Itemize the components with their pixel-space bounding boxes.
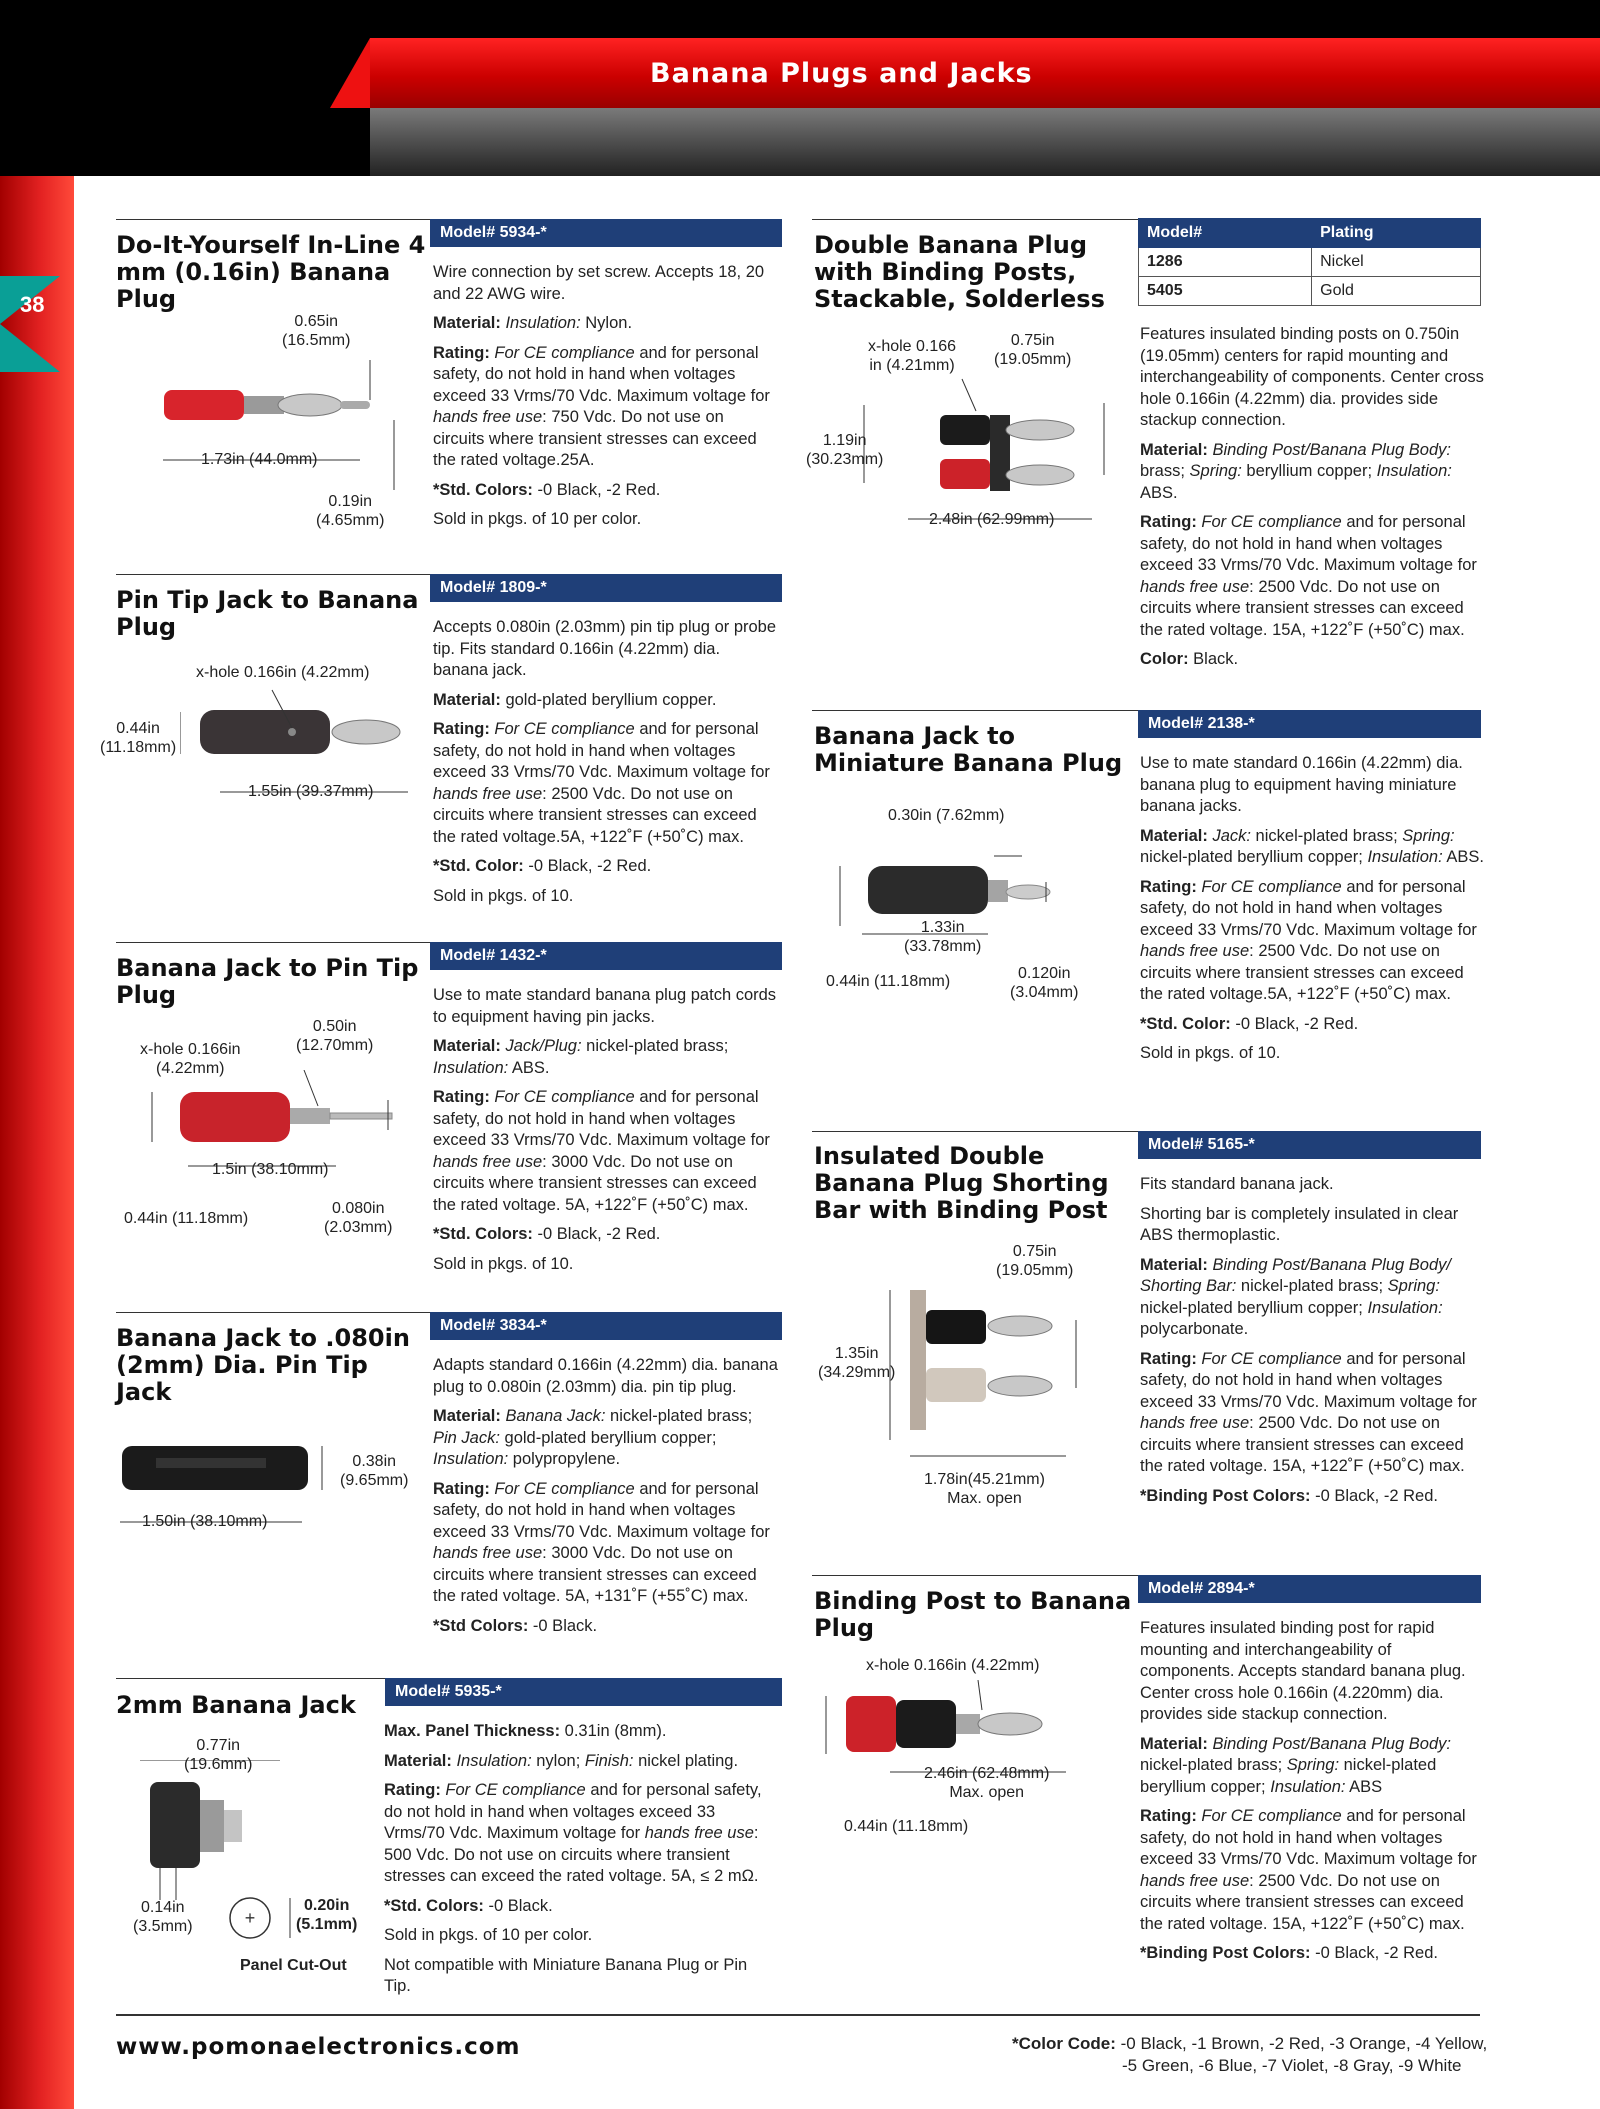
rating-text: and for personal safety, do not hold in hand when voltages exceed 33 Vrms/70 Vdc. Maximum voltage for [1140, 877, 1477, 939]
page-number-tab [0, 276, 60, 372]
material-text: gold-plated beryllium copper. [500, 690, 717, 709]
colors-text: -0 Black. [528, 1616, 598, 1635]
material-part: Banana Jack: [505, 1407, 606, 1425]
rating-text-2: : 500 Vdc. Do not use on circuits where transient stresses can exceed the rated voltage. 5A, ≤ 2 mΩ. [384, 1824, 759, 1885]
colors-label: *Std Colors: [433, 1616, 529, 1635]
rating-label: Rating: [1140, 877, 1197, 896]
dimension-label: 0.44in (11.18mm) [844, 1818, 969, 1835]
rating-label: Rating: [1140, 513, 1197, 531]
table-cell: Gold [1312, 277, 1481, 306]
material-text: polypropylene. [508, 1450, 621, 1468]
dimension-label: 0.120in (3.04mm) [1010, 965, 1079, 1001]
section-rule [812, 1575, 1138, 1576]
desc-text: Adapts standard 0.166in (4.22mm) dia. banana plug to 0.080in (2.03mm) dia. pin tip plug. [433, 1356, 778, 1396]
dimension-label: 1.50in (38.10mm) [142, 1513, 268, 1530]
rating-hands-free: hands free use [433, 784, 543, 803]
color-code-label: *Color Code: [1012, 2034, 1116, 2053]
product-description-3834 [433, 1355, 778, 1645]
product-description-1809 [433, 617, 778, 915]
product-description-5165 [1140, 1174, 1485, 1515]
rating-text: and for personal safety, do not hold in hand when voltages exceed 33 Vrms/70 Vdc. Maximum voltage for [433, 720, 770, 781]
footer-rule [116, 2014, 1480, 2016]
product-title-1809: Pin Tip Jack to Banana Plug [116, 586, 419, 641]
dimension-label: 0.19in (4.65mm) [316, 493, 385, 529]
material-part: Insulation: [505, 314, 581, 332]
compatibility-note: Not compatible with Miniature Banana Plug or Pin Tip. [384, 1955, 748, 1995]
rating-text: and for personal safety, do not hold in hand when voltages exceed 33 Vrms/70 Vdc. Maximum voltage for [384, 1781, 762, 1842]
page-number: 38 [20, 292, 45, 317]
material-label: Material: [1140, 826, 1208, 845]
rating-label: Rating: [433, 720, 490, 738]
rating-text: and for personal safety, do not hold in hand when voltages exceed 33 Vrms/70 Vdc. Maximum voltage for [433, 343, 770, 405]
material-part: Insulation: [433, 1450, 509, 1468]
dimension-label: 1.55in (39.37mm) [248, 783, 374, 800]
color-code-line: -5 Green, -6 Blue, -7 Violet, -8 Gray, -9 White [1122, 2056, 1462, 2075]
dimension-label: 0.14in (3.5mm) [133, 1899, 193, 1935]
colors-label: *Binding Post Colors: [1140, 1486, 1311, 1505]
rating-ce: For CE compliance [494, 343, 635, 362]
material-label: Material: [1140, 1255, 1208, 1274]
product-title-1286: Double Banana Plug with Binding Posts, Stackable, Solderless [814, 231, 1105, 313]
material-part: Insulation: [1367, 1298, 1443, 1317]
material-part: Spring: [1286, 1756, 1340, 1774]
desc-text: Wire connection by set screw. Accepts 18, 20 and 22 AWG wire. [433, 263, 765, 303]
dimension-label: x-hole 0.166 in (4.21mm) [868, 338, 957, 374]
rating-label: Rating: [433, 1479, 490, 1498]
table-cell: Nickel [1312, 248, 1481, 277]
material-part: Jack: [1212, 826, 1251, 845]
rating-hands-free: hands free use [1140, 577, 1250, 596]
material-part: Insulation: [433, 1058, 509, 1077]
material-part: Insulation: [1376, 462, 1452, 480]
model-bar-5935: Model# 5935-* [385, 1678, 782, 1706]
dimension-label: 0.75in (19.05mm) [996, 1243, 1074, 1279]
page-title: Banana Plugs and Jacks [650, 58, 1033, 89]
dimension-label: 0.30in (7.62mm) [888, 807, 1005, 824]
product-title-5935: 2mm Banana Jack [116, 1691, 356, 1719]
rating-ce: For CE compliance [1201, 877, 1342, 896]
colors-label: *Std. Colors: [433, 1225, 533, 1243]
colors-text: -0 Black. [483, 1896, 553, 1915]
material-label: Material: [1140, 1734, 1208, 1753]
material-text: polycarbonate. [1140, 1320, 1249, 1338]
color-code-line: -0 Black, -1 Brown, -2 Red, -3 Orange, -4 Yellow, [1115, 2034, 1488, 2053]
header-shade [370, 108, 1600, 176]
model-bar-1432: Model# 1432-* [430, 942, 782, 970]
product-title-1432: Banana Jack to Pin Tip Plug [116, 954, 419, 1009]
material-text: nickel plating. [633, 1751, 739, 1770]
material-text: gold-plated beryllium copper; [499, 1428, 717, 1447]
dimension-label: 1.35in (34.29mm) [818, 1345, 896, 1381]
desc-text: Features insulated binding post for rapid mounting and interchangeability of components. Accepts standard banana plug. Center cross hole 0.166in (4.220mm) dia. provides side stackup connection. [1140, 1619, 1466, 1723]
table-cell: 5405 [1139, 277, 1312, 306]
dimension-label: 0.20in (5.1mm) [296, 1897, 358, 1933]
material-text: nickel-plated brass; [1140, 1756, 1287, 1774]
rating-hands-free: hands free use [433, 408, 543, 426]
material-label: Material: [433, 1037, 501, 1055]
rating-text-2: : 2500 Vdc. Do not use on circuits where transient stresses can exceed the rated voltage. 15A, +122˚F (+50˚C) max. [1140, 1414, 1465, 1475]
thickness-label: Max. Panel Thickness: [384, 1722, 561, 1740]
model-bar-2894: Model# 2894-* [1138, 1575, 1481, 1603]
material-label: Material: [384, 1751, 452, 1770]
material-part: Jack/Plug: [505, 1037, 582, 1055]
colors-text: -0 Black, -2 Red. [1230, 1014, 1359, 1033]
rating-ce: For CE compliance [1201, 513, 1342, 531]
dimension-label: 0.080in (2.03mm) [324, 1200, 393, 1236]
colors-text: -0 Black, -2 Red. [523, 857, 652, 875]
section-rule [116, 942, 430, 943]
rating-text-2: : 2500 Vdc. Do not use on circuits where transient stresses can exceed the rated voltage.5A, +122˚F (+50˚C) max. [1140, 942, 1464, 1003]
desc-text: Accepts 0.080in (2.03mm) pin tip plug or probe tip. Fits standard 0.166in (4.22mm) dia. banana jack. [433, 618, 777, 679]
model-bar-1809: Model# 1809-* [430, 574, 782, 602]
section-rule [812, 710, 1138, 711]
product-title-3834: Banana Jack to .080in (2mm) Dia. Pin Tip Jack [116, 1324, 410, 1406]
product-title-2138: Banana Jack to Miniature Banana Plug [814, 722, 1123, 777]
rating-label: Rating: [1140, 1349, 1197, 1368]
package-info: Sold in pkgs. of 10. [433, 1254, 574, 1273]
rating-ce: For CE compliance [1201, 1807, 1342, 1825]
banana-jack-drawing-1432 [140, 1070, 410, 1200]
package-info: Sold in pkgs. of 10. [433, 886, 574, 905]
colors-text: -0 Black, -2 Red. [1310, 1944, 1438, 1962]
shorting-bar-drawing-5165 [880, 1290, 1120, 1480]
desc-text: Shorting bar is completely insulated in clear ABS thermoplastic. [1140, 1204, 1459, 1244]
material-part: Spring: [1189, 462, 1242, 480]
dimension-label: 0.38in (9.65mm) [340, 1453, 409, 1489]
material-part: Spring: [1387, 1277, 1440, 1295]
rating-label: Rating: [433, 1088, 490, 1106]
colors-text: -0 Black, -2 Red. [1310, 1486, 1438, 1505]
material-text: brass; [1140, 462, 1190, 480]
model-bar-2138: Model# 2138-* [1138, 710, 1481, 738]
section-rule [812, 219, 1138, 220]
dimension-label: x-hole 0.166in (4.22mm) [866, 1657, 1040, 1674]
package-info: Sold in pkgs. of 10 per color. [384, 1926, 593, 1944]
dimension-label: 0.50in (12.70mm) [296, 1018, 374, 1054]
rating-label: Rating: [1140, 1807, 1197, 1825]
product-title-5165: Insulated Double Banana Plug Shorting Bar with Binding Post [814, 1142, 1109, 1224]
material-part: Finish: [584, 1751, 634, 1770]
table-row [1139, 277, 1481, 306]
table-header: Model# [1139, 219, 1312, 248]
material-text: ABS. [1140, 483, 1178, 502]
material-part: Binding Post/Banana Plug Body: [1212, 1734, 1451, 1753]
colors-label: *Std. Color: [1140, 1014, 1231, 1033]
desc-text: Use to mate standard 0.166in (4.22mm) dia. banana plug to equipment having miniature banana jacks. [1140, 754, 1463, 815]
section-rule [116, 219, 430, 220]
rating-text: and for personal safety, do not hold in hand when voltages exceed 33 Vrms/70 Vdc. Maximum voltage for [1140, 1349, 1477, 1411]
model-bar-5165: Model# 5165-* [1138, 1131, 1481, 1159]
material-part: Binding Post/Banana Plug Body/ Shorting Bar: [1140, 1255, 1451, 1295]
banana-plug-drawing-5934 [150, 360, 410, 500]
material-text: beryllium copper; [1241, 462, 1377, 480]
model-bar-5934: Model# 5934-* [430, 219, 782, 247]
material-text: nylon; [531, 1751, 585, 1770]
material-text: nickel-plated brass; [1236, 1277, 1388, 1295]
rating-text-2: : 3000 Vdc. Do not use on circuits where transient stresses can exceed the rated voltage. 5A, +122˚F (+50˚C) max. [433, 1152, 757, 1214]
material-part: Insulation: [456, 1751, 532, 1770]
colors-label: *Std. Colors: [384, 1896, 484, 1915]
colors-text: -0 Black, -2 Red. [532, 1225, 661, 1243]
rating-text-2: : 750 Vdc. Do not use on circuits where transient stresses can exceed the rated voltage.25A. [433, 408, 757, 469]
material-text: Nylon. [580, 314, 633, 332]
left-edge-bar [0, 176, 74, 2109]
material-part: Insulation: [1270, 1777, 1346, 1796]
plating-table [1138, 218, 1481, 306]
product-description-1286 [1140, 324, 1485, 679]
desc-text: Fits standard banana jack. [1140, 1175, 1334, 1193]
model-bar-3834: Model# 3834-* [430, 1312, 782, 1340]
material-text: ABS. [508, 1058, 550, 1077]
rating-text: and for personal safety, do not hold in hand when voltages exceed 33 Vrms/70 Vdc. Maximum voltage for [433, 1479, 770, 1541]
table-header: Plating [1312, 219, 1481, 248]
rating-label: Rating: [384, 1781, 441, 1799]
material-text: nickel-plated beryllium copper; [1140, 848, 1368, 866]
dimension-label: 1.73in (44.0mm) [201, 451, 318, 468]
colors-label: *Std. Colors: [433, 480, 533, 499]
rating-text: and for personal safety, do not hold in hand when voltages exceed 33 Vrms/70 Vdc. Maximum voltage for [1140, 1807, 1477, 1868]
material-text: nickel-plated brass; [1250, 826, 1403, 845]
product-description-2138 [1140, 753, 1485, 1073]
rating-ce: For CE compliance [494, 720, 635, 738]
material-text: ABS. [1442, 848, 1484, 866]
thickness-text: 0.31in (8mm). [560, 1722, 667, 1740]
dimension-label: x-hole 0.166in (4.22mm) [196, 664, 370, 681]
product-description-5935 [384, 1721, 764, 2006]
material-part: Spring: [1402, 826, 1455, 845]
rating-text-2: : 2500 Vdc. Do not use on circuits where transient stresses can exceed the rated voltage. 15A, +122˚F (+50˚C) max. [1140, 577, 1465, 639]
product-description-1432 [433, 985, 778, 1283]
material-label: Material: [433, 1407, 501, 1425]
rating-text: and for personal safety, do not hold in hand when voltages exceed 33 Vrms/70 Vdc. Maximum voltage for [1140, 513, 1477, 574]
dimension-label: 1.33in (33.78mm) [904, 919, 982, 955]
dimension-label: 1.5in (38.10mm) [212, 1161, 329, 1178]
product-title-5934: Do-It-Yourself In-Line 4 mm (0.16in) Banana Plug [116, 231, 426, 313]
dimension-label: 0.77in (19.6mm) [184, 1737, 253, 1773]
website-url[interactable]: www.pomonaelectronics.com [116, 2034, 521, 2060]
material-label: Material: [433, 314, 501, 332]
rating-hands-free: hands free use [1140, 1414, 1250, 1432]
material-part: Binding Post/Banana Plug Body: [1212, 440, 1451, 459]
section-rule [116, 1678, 386, 1679]
section-rule [116, 574, 430, 575]
colors-text: -0 Black, -2 Red. [532, 480, 661, 499]
material-part: Insulation: [1367, 848, 1443, 866]
material-text: nickel-plated beryllium copper; [1140, 1298, 1368, 1317]
rating-hands-free: hands free use [433, 1152, 543, 1171]
rating-ce: For CE compliance [445, 1781, 586, 1799]
dimension-label: 0.44in (11.18mm) [124, 1210, 249, 1227]
dimension-label: x-hole 0.166in (4.22mm) [140, 1041, 241, 1077]
package-info: Sold in pkgs. of 10 per color. [433, 510, 642, 528]
material-text: nickel-plated brass; [581, 1037, 729, 1055]
product-description-2894 [1140, 1618, 1485, 1973]
material-text: nickel-plated brass; [605, 1407, 753, 1425]
dimension-label: 0.44in (11.18mm) [100, 720, 177, 756]
rating-hands-free: hands free use [1140, 942, 1250, 960]
desc-text: Use to mate standard banana plug patch cords to equipment having pin jacks. [433, 986, 777, 1026]
panel-cutout-label: Panel Cut-Out [240, 1957, 347, 1974]
dimension-label: 0.44in (11.18mm) [826, 973, 951, 990]
section-rule [812, 1131, 1138, 1132]
product-description-5934 [433, 262, 778, 539]
rating-ce: For CE compliance [494, 1479, 635, 1498]
color-text: Black. [1188, 650, 1239, 668]
rating-hands-free: hands free use [644, 1824, 754, 1842]
table-row [1139, 248, 1481, 277]
package-info: Sold in pkgs. of 10. [1140, 1044, 1281, 1062]
section-rule [116, 1312, 430, 1313]
color-label: Color: [1140, 650, 1189, 668]
product-title-2894: Binding Post to Banana Plug [814, 1587, 1132, 1642]
dimension-label: 0.65in (16.5mm) [282, 313, 351, 349]
rating-text-2: : 2500 Vdc. Do not use on circuits where transient stresses can exceed the rated voltage. 15A, +122˚F (+50˚C) max. [1140, 1871, 1465, 1933]
rating-text: and for personal safety, do not hold in hand when voltages exceed 33 Vrms/70 Vdc. Maximum voltage for [433, 1088, 770, 1149]
rating-text-2: : 2500 Vdc. Do not use on circuits where transient stresses can exceed the rated voltage.5A, +122˚F (+50˚C) max. [433, 784, 757, 846]
svg-text:+: + [244, 1908, 256, 1928]
rating-ce: For CE compliance [494, 1088, 635, 1106]
rating-text-2: : 3000 Vdc. Do not use on circuits where transient stresses can exceed the rated voltage. 5A, +131˚F (+55˚C) max. [433, 1544, 757, 1605]
rating-ce: For CE compliance [1201, 1349, 1342, 1368]
dimension-label: 0.75in (19.05mm) [994, 332, 1072, 368]
material-part: Pin Jack: [433, 1428, 500, 1447]
material-text: nickel-plated beryllium copper; [1140, 1756, 1437, 1796]
desc-text: Features insulated binding posts on 0.750in (19.05mm) centers for rapid mounting and interchangeability of components. Center cross hole 0.166in (4.22mm) dia. provides side stackup connection. [1140, 325, 1484, 429]
rating-hands-free: hands free use [1140, 1871, 1250, 1890]
material-label: Material: [433, 690, 501, 709]
rating-label: Rating: [433, 343, 490, 362]
table-cell: 1286 [1139, 248, 1312, 277]
color-code-legend [1012, 2033, 1487, 2077]
rating-hands-free: hands free use [433, 1544, 543, 1562]
dimension-label: 2.48in (62.99mm) [929, 511, 1055, 528]
colors-label: *Std. Color: [433, 857, 524, 875]
material-text: ABS [1345, 1777, 1383, 1796]
dimension-label: 1.78in(45.21mm) Max. open [924, 1471, 1045, 1507]
material-label: Material: [1140, 440, 1208, 459]
dimension-label: 2.46in (62.48mm) Max. open [924, 1765, 1050, 1801]
dimension-label: 1.19in (30.23mm) [806, 432, 884, 468]
colors-label: *Binding Post Colors: [1140, 1944, 1311, 1962]
